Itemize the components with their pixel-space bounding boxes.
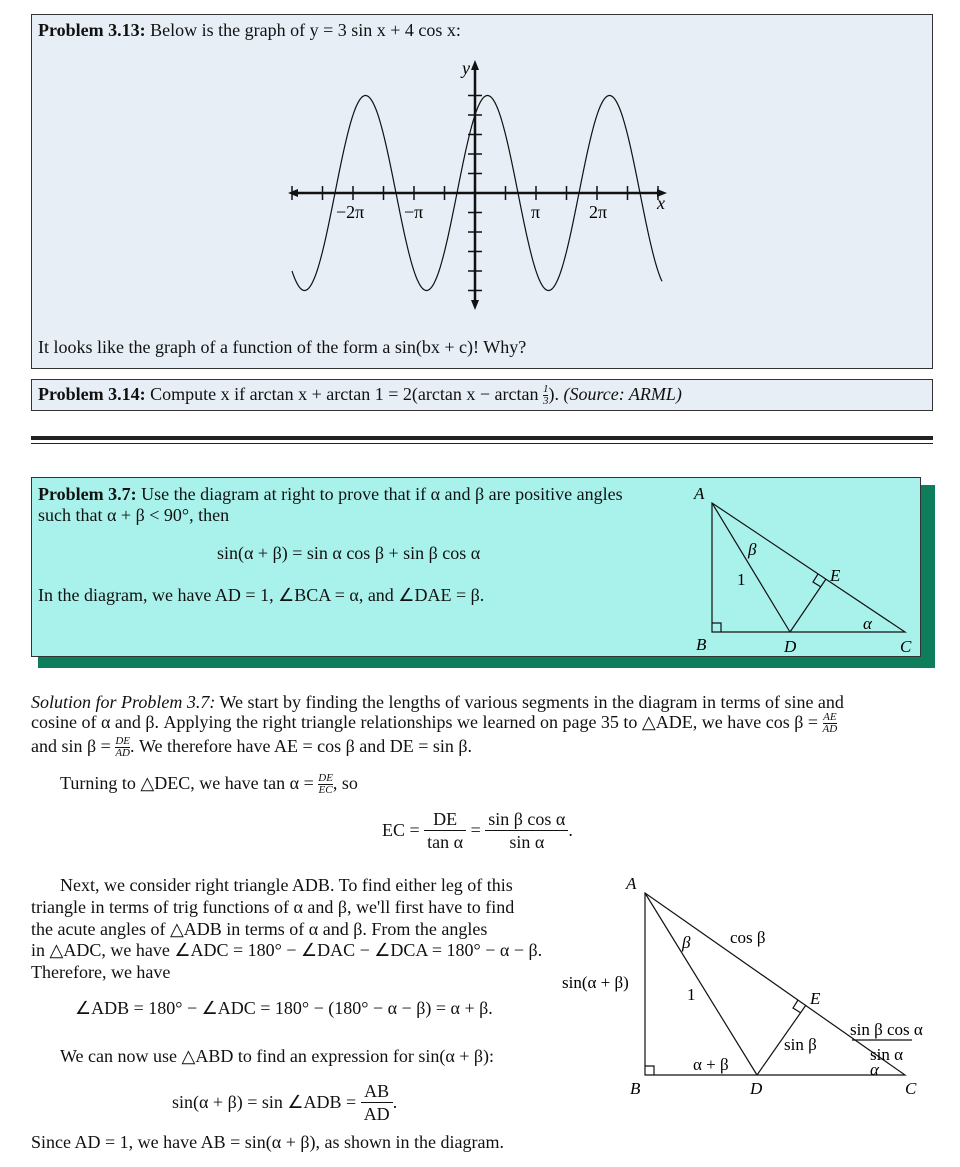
text: EC = <box>382 820 425 840</box>
solution-p3-line3: the acute angles of △ADB in terms of α and β. From the angles <box>31 919 488 939</box>
section-divider-thin <box>31 443 933 444</box>
vertex-c: C <box>905 1079 917 1098</box>
text: Turning to △DEC, we have tan α = <box>60 773 319 793</box>
y-axis-label: y <box>462 58 470 78</box>
numerator: AE <box>823 711 837 724</box>
solution-p3-line5: Therefore, we have <box>31 962 171 982</box>
length-cos-beta: cos β <box>730 928 766 947</box>
tick-label-neg-pi: −π <box>404 202 424 222</box>
given-statement: In the diagram, we have AD = 1, ∠BCA = α, and ∠DAE = β. <box>38 585 485 605</box>
period: . <box>392 1092 398 1112</box>
vertex-d: D <box>750 1079 763 1098</box>
solution-p3-line1: Next, we consider right triangle ADB. To find either leg of this <box>60 875 513 895</box>
equation-sin-sum <box>172 1080 397 1125</box>
denominator: sin α <box>509 832 545 852</box>
solution-p2 <box>60 773 358 796</box>
vertex-d: D <box>784 637 797 656</box>
vertex-a: A <box>694 484 705 503</box>
numerator: DE <box>115 735 130 748</box>
length-ec-denominator: sin α <box>870 1045 903 1064</box>
problem-label: Problem 3.14: <box>38 384 146 404</box>
length-sin-alpha-plus-beta: sin(α + β) <box>562 973 629 992</box>
length-one: 1 <box>687 985 696 1004</box>
solution-p3-line2: triangle in terms of trig functions of α and β, we'll first have to find <box>31 897 515 917</box>
y-axis-arrow-down <box>471 300 479 310</box>
denominator: AD <box>822 723 838 736</box>
solution-heading: Solution for Problem 3.7: <box>31 692 216 712</box>
angle-beta: β <box>682 933 691 952</box>
fraction-de-ad <box>115 736 130 759</box>
text: . We therefore have AE = cos β and DE = sin β. <box>129 736 473 756</box>
problem-text: Below is the graph of y = 3 sin x + 4 cos x: <box>150 20 461 40</box>
length-one: 1 <box>737 570 746 589</box>
equation-adb: ∠ADB = 180° − ∠ADC = 180° − (180° − α − β) = α + β. <box>75 998 493 1018</box>
equation-ec <box>382 808 573 853</box>
text: We start by finding the lengths of various segments in the diagram in terms of sine and <box>215 692 844 712</box>
vertex-e: E <box>830 566 841 585</box>
sine-graph <box>0 0 960 370</box>
solution-p1-line1 <box>31 692 844 713</box>
closing-paren: ). <box>548 384 559 404</box>
denominator: tan α <box>427 832 464 852</box>
problem-label: Problem 3.7: <box>38 484 137 504</box>
denominator: 3 <box>542 395 549 408</box>
vertex-c: C <box>900 637 912 656</box>
problem-text: Compute x if arctan x + arctan 1 = 2(arctan x − arctan <box>150 384 543 404</box>
vertex-a: A <box>626 874 637 893</box>
problem-text: Use the diagram at right to prove that if α and β are positive angles <box>141 484 623 504</box>
text: cosine of α and β. Applying the right triangle relationships we learned on page 35 to △ADE, we have cos β = <box>31 712 823 732</box>
problem-3-7-line2: such that α + β < 90°, then <box>38 505 230 525</box>
solution-p5: Since AD = 1, we have AB = sin(α + β), as shown in the diagram. <box>31 1132 504 1152</box>
fraction-sin-cos <box>485 808 568 853</box>
denominator: EC <box>318 784 333 797</box>
vertex-b: B <box>630 1079 641 1098</box>
fraction-de-ec <box>318 773 333 796</box>
numerator: AB <box>361 1080 393 1103</box>
angle-alpha-plus-beta: α + β <box>693 1055 729 1074</box>
x-axis-label: x <box>657 193 665 213</box>
identity-equation: sin(α + β) = sin α cos β + sin β cos α <box>217 543 481 563</box>
period: . <box>568 820 573 840</box>
denominator: AD <box>363 1104 390 1124</box>
numerator: sin β cos α <box>485 808 568 831</box>
text: , so <box>332 773 358 793</box>
length-sin-beta: sin β <box>784 1035 817 1054</box>
section-divider-thick <box>31 436 933 440</box>
angle-beta: β <box>748 540 757 559</box>
fraction-de-tan <box>424 808 466 853</box>
fraction-ae-ad <box>823 712 838 735</box>
solution-p3-line4: in △ADC, we have ∠ADC = 180° − ∠DAC − ∠DCA = 180° − α − β. <box>31 940 543 960</box>
equals: = <box>466 820 486 840</box>
fraction-ab-ad <box>361 1080 393 1125</box>
solution-p4: We can now use △ABD to find an expression for sin(α + β): <box>60 1046 495 1066</box>
problem-3-14-statement <box>38 384 682 407</box>
text: and sin β = <box>31 736 116 756</box>
numerator: 1 <box>542 383 549 396</box>
vertex-b: B <box>696 635 707 654</box>
angle-alpha: α <box>870 1060 879 1079</box>
length-ec-numerator: sin β cos α <box>850 1020 923 1039</box>
problem-3-7-line1 <box>38 484 623 505</box>
vertex-e: E <box>810 989 821 1008</box>
denominator: AD <box>115 747 130 760</box>
y-axis-arrow-up <box>471 60 479 70</box>
x-axis-arrow-left <box>288 189 298 197</box>
numerator: DE <box>424 808 466 831</box>
text: sin(α + β) = sin ∠ADB = <box>172 1092 361 1112</box>
problem-label: Problem 3.13: <box>38 20 146 40</box>
triangle-diagram-2 <box>560 870 960 1100</box>
solution-p1-line3 <box>31 736 472 759</box>
tick-label-2pi: 2π <box>589 202 608 222</box>
triangle-diagram-1 <box>680 480 920 660</box>
solution-p1-line2 <box>31 712 837 735</box>
tick-label-neg-2pi: −2π <box>336 202 365 222</box>
numerator: DE <box>318 772 333 785</box>
tick-label-pi: π <box>531 202 541 222</box>
problem-3-13-question: It looks like the graph of a function of the form a sin(bx + c)! Why? <box>38 337 527 357</box>
source-citation: (Source: ARML) <box>563 384 682 404</box>
angle-alpha: α <box>863 614 872 633</box>
